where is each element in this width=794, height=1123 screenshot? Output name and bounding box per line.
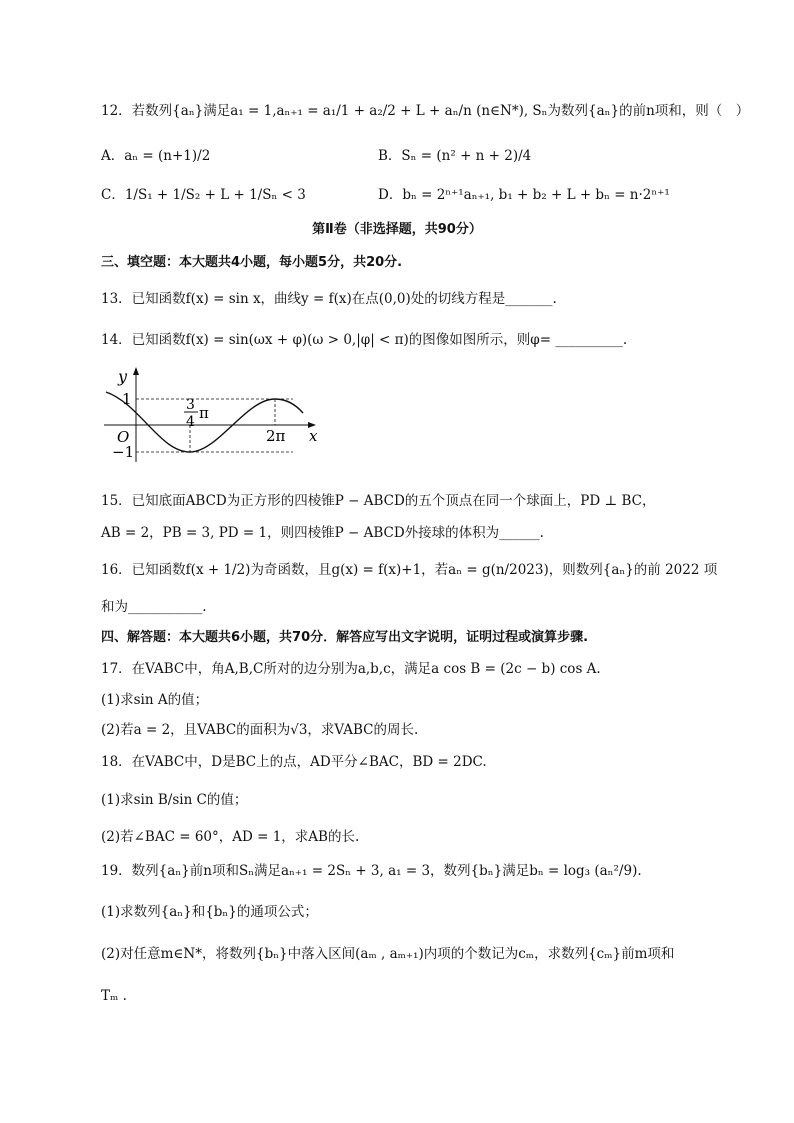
q15-line1: 15．已知底面ABCD为正方形的四棱锥P − ABCD的五个顶点在同一个球面上，PD ⊥ BC， [101, 493, 656, 509]
tick-label-2pi: 2π [266, 427, 286, 445]
y-axis-label: y [118, 367, 128, 386]
part2-title: 第Ⅱ卷（非选择题，共90分） [312, 222, 482, 237]
q12-option-c: C．1/S₁ + 1/S₂ + L + 1/Sₙ < 3 [101, 187, 306, 203]
q17-part1: (1)求sin A的值； [101, 692, 209, 708]
q12-option-d: D．bₙ = 2ⁿ⁺¹aₙ₊₁, b₁ + b₂ + L + bₙ = n·2ⁿ⁺¹ [378, 187, 670, 203]
tick-label-minus-1: −1 [112, 443, 135, 461]
section3-header: 三、填空题：本大题共4小题，每小题5分，共20分. [101, 255, 403, 270]
q15-line2: AB = 2，PB = 3, PD = 1，则四棱锥P − ABCD外接球的体积为______. [101, 525, 544, 541]
q13-text: 13．已知函数f(x) = sin x，曲线y = f(x)在点(0,0)处的切线方程是_______. [101, 291, 557, 307]
q12-option-a: A．aₙ = (n+1)/2 [101, 148, 211, 164]
q12-option-b: B．Sₙ = (n² + n + 2)/4 [378, 148, 532, 164]
sine-graph [100, 364, 340, 464]
q16-line2: 和为___________. [101, 599, 207, 615]
tick-label-3pi4-den: 4 [186, 414, 195, 430]
tick-label-3pi4-pi: π [199, 404, 209, 422]
origin-label: O [117, 428, 130, 446]
section4-header: 四、解答题：本大题共6小题，共70分．解答应写出文字说明，证明过程或演算步骤. [101, 630, 589, 645]
q16-line1: 16．已知函数f(x + 1/2)为奇函数，且g(x) = f(x)+1，若aₙ = g(n/2023)，则数列{aₙ}的前 2022 项 [101, 562, 718, 578]
tick-label-1: 1 [122, 390, 132, 408]
q14-text: 14．已知函数f(x) = sin(ωx + φ)(ω > 0,|φ| < π)的图像如图所示，则φ= __________. [101, 332, 628, 348]
x-axis-label: x [309, 427, 318, 445]
q17-stem: 17．在VABC中，角A,B,C所对的边分别为a,b,c，满足a cos B = (2c − b) cos A. [101, 661, 601, 677]
q18-part1: (1)求sin B/sin C的值； [101, 792, 248, 808]
tick-label-3pi4-num: 3 [186, 397, 195, 413]
y-axis-arrow [133, 367, 139, 375]
q18-stem: 18．在VABC中，D是BC上的点，AD平分∠BAC，BD = 2DC. [101, 754, 487, 770]
q19-stem: 19．数列{aₙ}前n项和Sₙ满足aₙ₊₁ = 2Sₙ + 3, a₁ = 3，数列{bₙ}满足bₙ = log₃ (aₙ²/9). [101, 863, 642, 879]
q19-part2: (2)对任意m∈N*，将数列{bₙ}中落入区间(aₘ , aₘ₊₁)内项的个数记为cₘ，求数列{cₘ}前m项和 [101, 946, 675, 962]
q19-part1: (1)求数列{aₙ}和{bₙ}的通项公式； [101, 904, 318, 920]
q12-stem: 12．若数列{aₙ}满足a₁ = 1,aₙ₊₁ = a₁/1 + a₂/2 + L + aₙ/n (n∈N*), Sₙ为数列{aₙ}的前n项和，则（ ） [101, 103, 750, 119]
q17-part2: (2)若a = 2，且VABC的面积为√3，求VABC的周长. [101, 722, 419, 738]
q18-part2: (2)若∠BAC = 60°，AD = 1，求AB的长. [101, 829, 360, 845]
q19-part2-end: Tₘ . [101, 988, 127, 1004]
